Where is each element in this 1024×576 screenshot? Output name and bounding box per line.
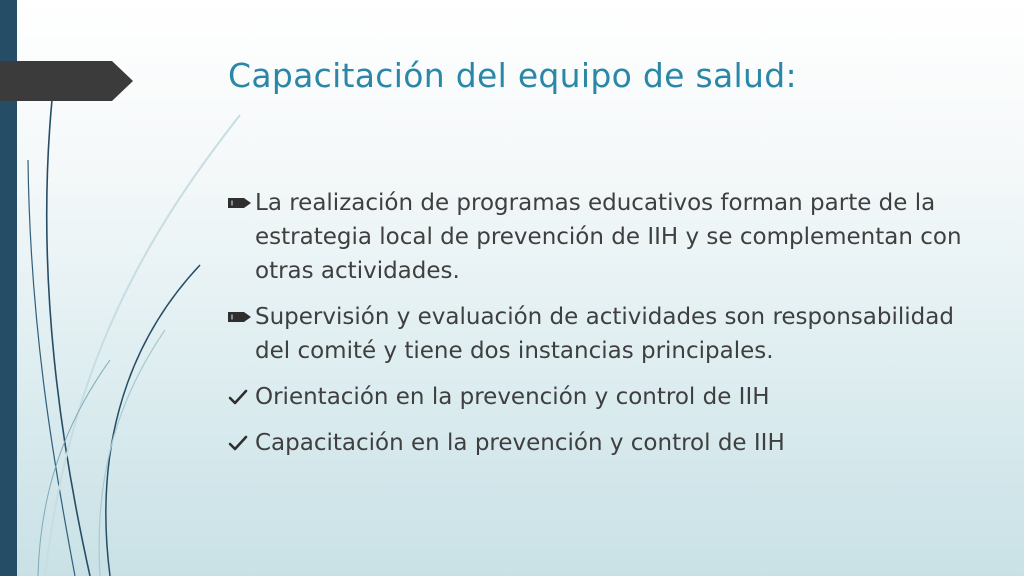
title-arrow-icon [0, 0, 140, 110]
bullet-list [228, 186, 968, 472]
list-item-text: La realización de programas educativos forman parte de la estrategia local de prevención de IIH y se complementan con otras actividades. [255, 190, 962, 284]
list-item [228, 300, 968, 368]
list-item [228, 380, 968, 414]
list-item [228, 426, 968, 460]
checkmark-icon [228, 380, 255, 414]
list-item-text: Supervisión y evaluación de actividades son responsabilidad del comité y tiene dos instancias principales. [255, 304, 954, 364]
list-item [228, 186, 968, 288]
checkmark-icon [228, 426, 255, 460]
arrow-bullet-icon [228, 186, 255, 220]
slide-title: Capacitación del equipo de salud: [228, 56, 797, 95]
list-item-text: Capacitación en la prevención y control de IIH [255, 430, 785, 456]
list-item-text: Orientación en la prevención y control de IIH [255, 384, 770, 410]
arrow-bullet-icon [228, 300, 255, 334]
